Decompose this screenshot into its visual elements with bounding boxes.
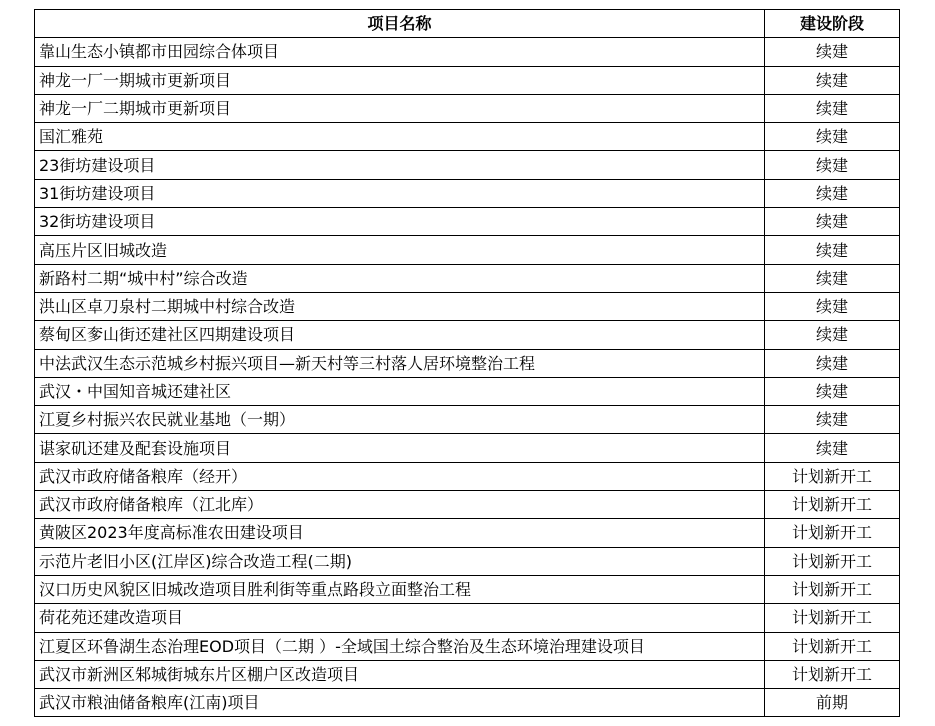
- construction-stage-cell: 续建: [765, 377, 900, 405]
- construction-stage-cell: 续建: [765, 38, 900, 66]
- project-name-cell: 国汇雅苑: [35, 123, 765, 151]
- project-name-cell: 武汉市政府储备粮库（江北库）: [35, 491, 765, 519]
- project-name-cell: 武汉・中国知音城还建社区: [35, 377, 765, 405]
- construction-stage-cell: 续建: [765, 434, 900, 462]
- header-project-name: 项目名称: [35, 10, 765, 38]
- table-row: [35, 349, 900, 377]
- table-row: [35, 491, 900, 519]
- table-row: [35, 151, 900, 179]
- construction-stage-cell: 续建: [765, 123, 900, 151]
- project-name-cell: 荷花苑还建改造项目: [35, 604, 765, 632]
- project-name-cell: 靠山生态小镇都市田园综合体项目: [35, 38, 765, 66]
- project-name-cell: 31街坊建设项目: [35, 179, 765, 207]
- table-row: [35, 292, 900, 320]
- table-row: [35, 434, 900, 462]
- header-row: [35, 10, 900, 38]
- table-body: [35, 38, 900, 717]
- project-name-cell: 洪山区卓刀泉村二期城中村综合改造: [35, 292, 765, 320]
- table-row: [35, 94, 900, 122]
- construction-stage-cell: 续建: [765, 349, 900, 377]
- table-row: [35, 689, 900, 717]
- table-row: [35, 462, 900, 490]
- construction-stage-cell: 前期: [765, 689, 900, 717]
- table-row: [35, 632, 900, 660]
- construction-stage-cell: 续建: [765, 151, 900, 179]
- project-name-cell: 谌家矶还建及配套设施项目: [35, 434, 765, 462]
- table-row: [35, 236, 900, 264]
- project-name-cell: 神龙一厂一期城市更新项目: [35, 66, 765, 94]
- project-name-cell: 蔡甸区奓山街还建社区四期建设项目: [35, 321, 765, 349]
- construction-stage-cell: 续建: [765, 321, 900, 349]
- table-row: [35, 377, 900, 405]
- construction-stage-cell: 计划新开工: [765, 632, 900, 660]
- project-name-cell: 武汉市新洲区邾城街城东片区棚户区改造项目: [35, 660, 765, 688]
- construction-stage-cell: 计划新开工: [765, 547, 900, 575]
- construction-stage-cell: 计划新开工: [765, 660, 900, 688]
- header-construction-stage: 建设阶段: [765, 10, 900, 38]
- table-row: [35, 575, 900, 603]
- project-name-cell: 高压片区旧城改造: [35, 236, 765, 264]
- construction-stage-cell: 计划新开工: [765, 519, 900, 547]
- project-name-cell: 32街坊建设项目: [35, 208, 765, 236]
- project-name-cell: 示范片老旧小区(江岸区)综合改造工程(二期): [35, 547, 765, 575]
- project-name-cell: 武汉市粮油储备粮库(江南)项目: [35, 689, 765, 717]
- table-row: [35, 179, 900, 207]
- project-name-cell: 中法武汉生态示范城乡村振兴项目—新天村等三村落人居环境整治工程: [35, 349, 765, 377]
- project-name-cell: 神龙一厂二期城市更新项目: [35, 94, 765, 122]
- table-row: [35, 519, 900, 547]
- project-name-cell: 武汉市政府储备粮库（经开）: [35, 462, 765, 490]
- construction-stage-cell: 续建: [765, 179, 900, 207]
- project-name-cell: 汉口历史风貌区旧城改造项目胜利街等重点路段立面整治工程: [35, 575, 765, 603]
- table-row: [35, 406, 900, 434]
- table-row: [35, 123, 900, 151]
- project-name-cell: 江夏区环鲁湖生态治理EOD项目（二期 ）-全域国土综合整治及生态环境治理建设项目: [35, 632, 765, 660]
- project-name-cell: 新路村二期“城中村”综合改造: [35, 264, 765, 292]
- table-row: [35, 321, 900, 349]
- table-header: [35, 10, 900, 38]
- table-row: [35, 604, 900, 632]
- project-name-cell: 23街坊建设项目: [35, 151, 765, 179]
- project-table: [34, 9, 900, 717]
- construction-stage-cell: 计划新开工: [765, 575, 900, 603]
- table-row: [35, 208, 900, 236]
- construction-stage-cell: 续建: [765, 292, 900, 320]
- construction-stage-cell: 续建: [765, 94, 900, 122]
- table-row: [35, 547, 900, 575]
- table-row: [35, 38, 900, 66]
- project-name-cell: 黄陂区2023年度高标准农田建设项目: [35, 519, 765, 547]
- construction-stage-cell: 续建: [765, 264, 900, 292]
- table-row: [35, 66, 900, 94]
- construction-stage-cell: 计划新开工: [765, 604, 900, 632]
- project-name-cell: 江夏乡村振兴农民就业基地（一期）: [35, 406, 765, 434]
- construction-stage-cell: 计划新开工: [765, 462, 900, 490]
- table-row: [35, 264, 900, 292]
- construction-stage-cell: 计划新开工: [765, 491, 900, 519]
- construction-stage-cell: 续建: [765, 406, 900, 434]
- construction-stage-cell: 续建: [765, 66, 900, 94]
- construction-stage-cell: 续建: [765, 236, 900, 264]
- table-row: [35, 660, 900, 688]
- construction-stage-cell: 续建: [765, 208, 900, 236]
